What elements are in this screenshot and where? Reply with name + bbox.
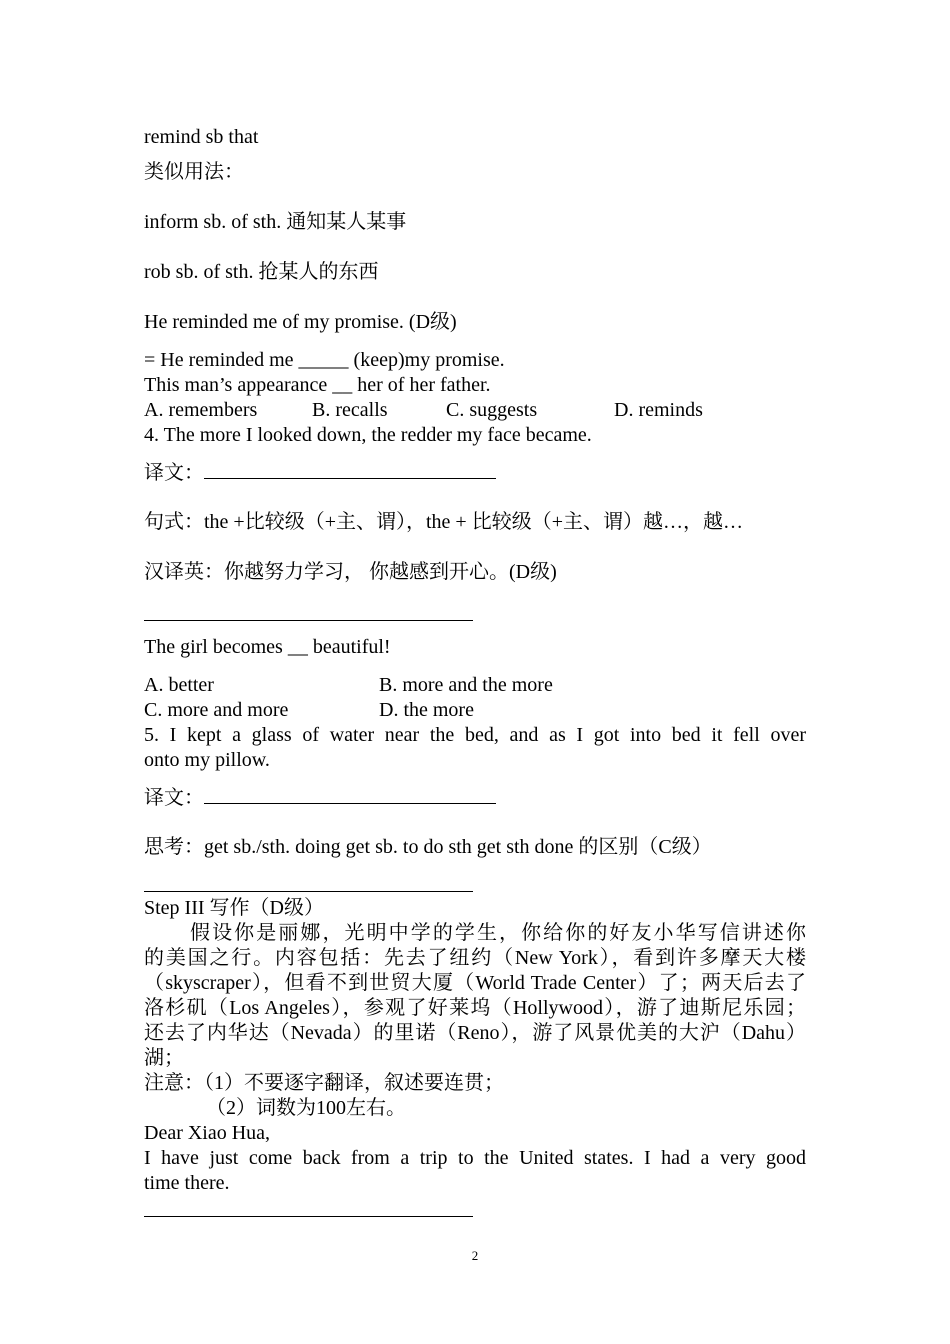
text-line: 4. The more I looked down, the redder my face became. [144, 424, 592, 446]
note-line: （2）词数为100左右。 [206, 1097, 406, 1119]
text-line: Dear Xiao Hua, [144, 1122, 271, 1144]
text-line: 汉译英：你越努力学习， 你越感到开心。(D级) [144, 561, 557, 583]
paragraph-line: 假设你是丽娜，光明中学的学生，你给你的好友小华写信讲述你 [190, 922, 806, 944]
option-b: B. more and the more [379, 674, 553, 696]
paragraph-line: 湖； [144, 1047, 184, 1069]
translation-label: 译文： [144, 462, 204, 484]
section-heading: Step III 写作（D级） [144, 897, 324, 919]
option-d: D. the more [379, 699, 474, 721]
option-b: B. recalls [312, 399, 388, 421]
answer-rule [144, 620, 473, 621]
text-line: The girl becomes __ beautiful! [144, 636, 391, 658]
translation-line [144, 785, 496, 811]
paragraph-line: 还去了内华达（Nevada）的里诺（Reno），游了风景优美的大沪（Dahu） [144, 1022, 806, 1044]
text-line: onto my pillow. [144, 749, 270, 771]
text-line: 5. I kept a glass of water near the bed, and as I got into bed it fell over [144, 724, 806, 746]
text-line: 类似用法： [144, 161, 244, 183]
answer-rule [144, 1216, 473, 1217]
text-line: 句式：the +比较级（+主、谓），the + 比较级（+主、谓）越…，越… [144, 511, 743, 533]
option-c: C. more and more [144, 699, 289, 721]
option-d: D. reminds [614, 399, 703, 421]
page-number: 2 [471, 1248, 479, 1263]
option-c: C. suggests [446, 399, 538, 421]
text-line: inform sb. of sth. 通知某人某事 [144, 211, 407, 233]
text-line: I have just come back from a trip to the United states. I had a very good [144, 1147, 806, 1169]
text-line: This man’s appearance __ her of her father. [144, 374, 491, 396]
translation-label: 译文： [144, 787, 204, 809]
text-line: time there. [144, 1172, 230, 1194]
option-a: A. remembers [144, 399, 258, 421]
text-line: = He reminded me _____ (keep)my promise. [144, 349, 505, 371]
translation-line [144, 460, 496, 486]
text-line: rob sb. of sth. 抢某人的东西 [144, 261, 379, 283]
text-line: 思考：get sb./sth. doing get sb. to do sth get sth done 的区别（C级） [144, 836, 712, 858]
text-line: He reminded me of my promise. (D级) [144, 311, 457, 333]
paragraph-line: 的美国之行。内容包括：先去了纽约（New York），看到许多摩天大楼 [144, 947, 806, 969]
text-line: remind sb that [144, 126, 259, 148]
answer-rule [144, 891, 473, 892]
option-a: A. better [144, 674, 214, 696]
answer-blank [204, 785, 496, 804]
note-line: 注意：（1）不要逐字翻译，叙述要连贯； [144, 1072, 504, 1094]
paragraph-line: （skyscraper），但看不到世贸大厦（World Trade Center）了；两天后去了 [144, 972, 806, 994]
paragraph-line: 洛杉矶（Los Angeles），参观了好莱坞（Hollywood），游了迪斯尼乐园； [144, 997, 806, 1019]
answer-blank [204, 460, 496, 479]
